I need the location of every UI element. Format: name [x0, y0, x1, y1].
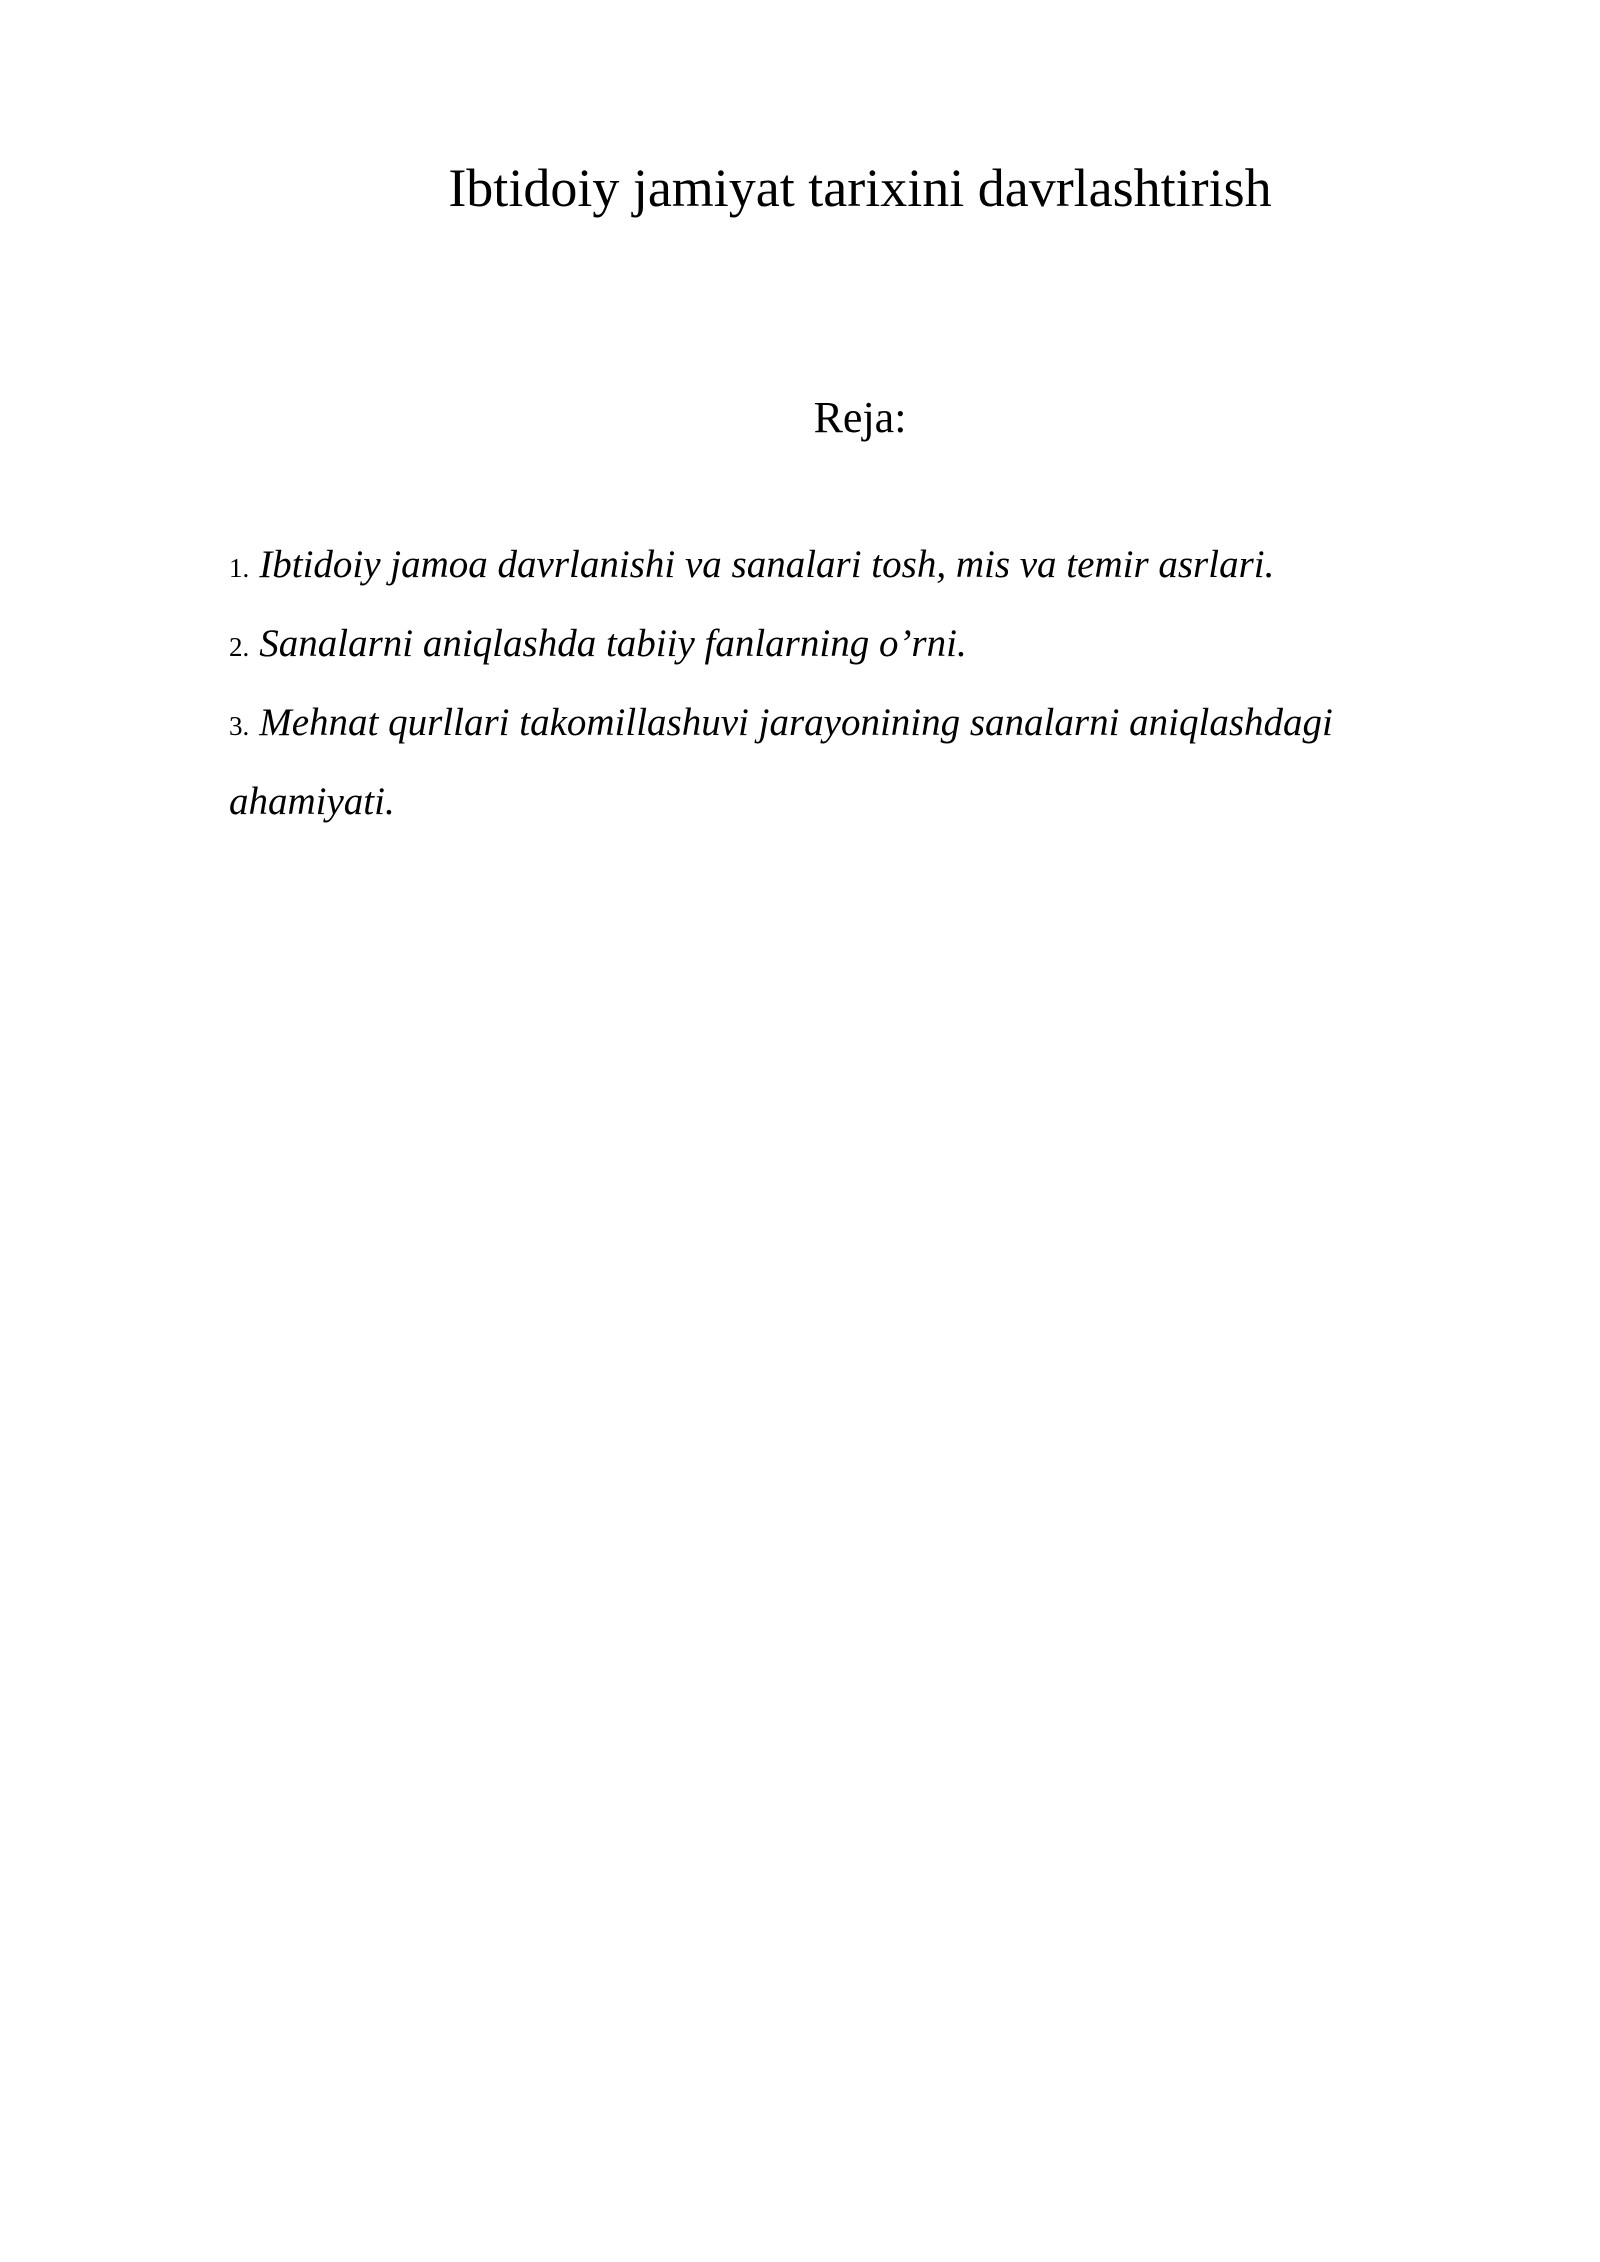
plan-item-text: Mehnat qurllari takomillashuvi jarayonining sanalarni aniqlashdagi ahamiyati.	[229, 701, 1333, 823]
plan-item-2	[229, 606, 1469, 685]
plan-item-1	[229, 527, 1469, 606]
plan-list	[229, 527, 1469, 839]
plan-item-number: 2.	[229, 632, 250, 662]
plan-heading: Reja:	[813, 393, 907, 442]
plan-item-text: Sanalarni aniqlashda tabiiy fanlarning o’rni.	[259, 622, 967, 665]
plan-item-text: Ibtidoiy jamoa davrlanishi va sanalari tosh, mis va temir asrlari.	[259, 543, 1275, 586]
plan-item-number: 3.	[229, 711, 250, 741]
plan-item-3	[229, 685, 1469, 839]
document-title: Ibtidoiy jamiyat tarixini davrlashtirish	[448, 158, 1272, 218]
plan-item-number: 1.	[229, 553, 250, 583]
